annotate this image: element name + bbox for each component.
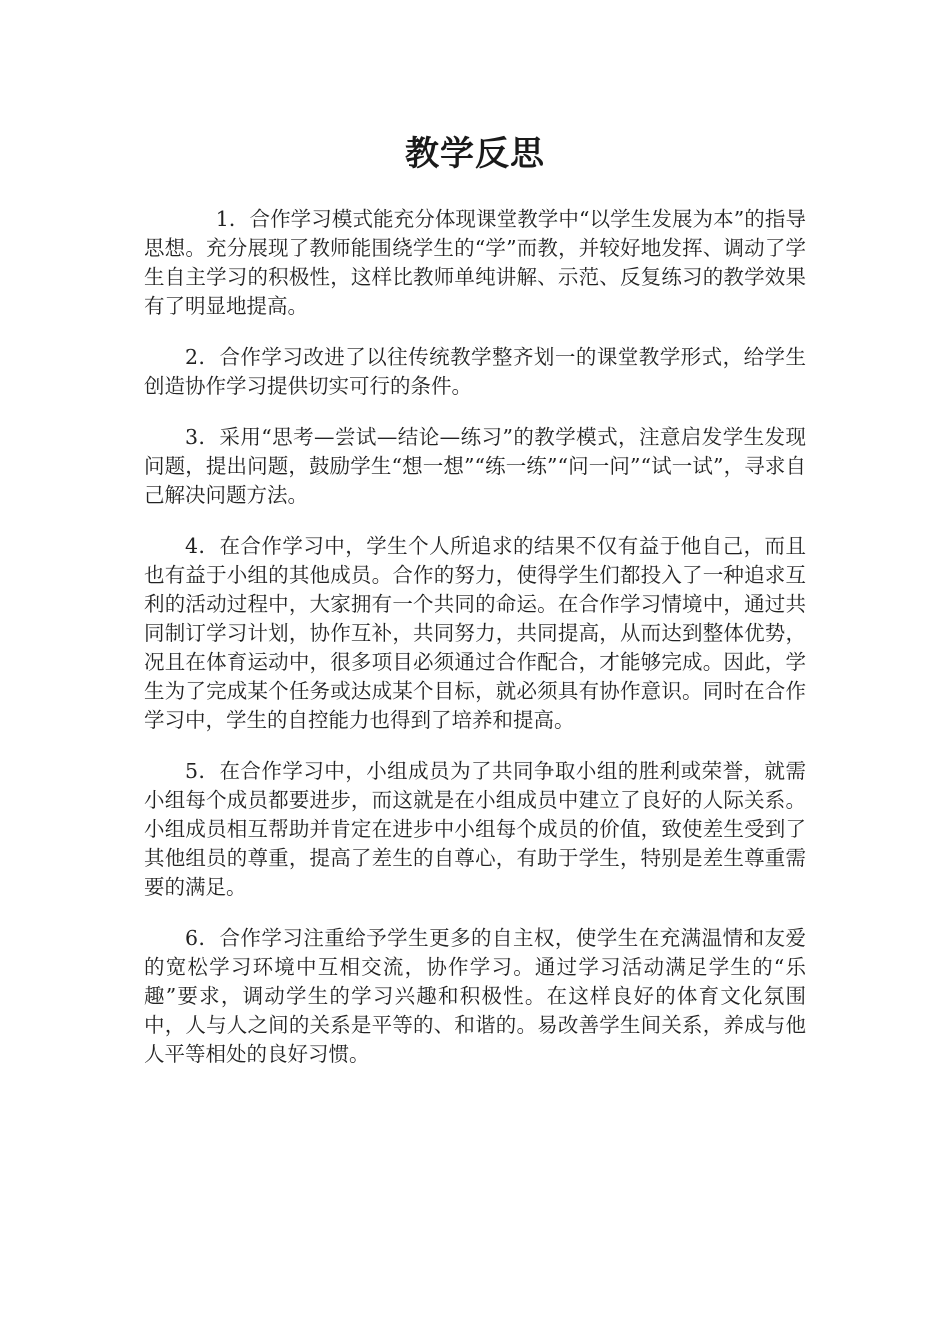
- paragraph-3: 3．采用“思考—尝试—结论—练习”的教学模式，注意启发学生发现问题，提出问题，鼓励学生“想一想”“练一练”“问一问”“试一试”，寻求自己解决问题方法。: [144, 425, 806, 507]
- paragraph-6: 6．合作学习注重给予学生更多的自主权，使学生在充满温情和友爱的宽松学习环境中互相交流，协作学习。通过学习活动满足学生的“乐趣”要求，调动学生的学习兴趣和积极性。在这样良好的体育文化氛围中，人与人之间的关系是平等的、和谐的。易改善学生间关系，养成与他人平等相处的良好习惯。: [144, 926, 806, 1066]
- paragraph-4: 4．在合作学习中，学生个人所追求的结果不仅有益于他自己，而且也有益于小组的其他成员。合作的努力，使得学生们都投入了一种追求互利的活动过程中，大家拥有一个共同的命运。在合作学习情境中，通过共同制订学习计划，协作互补，共同努力，共同提高，从而达到整体优势，况且在体育运动中，很多项目必须通过合作配合，才能够完成。因此，学生为了完成某个任务或达成某个目标，就必须具有协作意识。同时在合作学习中，学生的自控能力也得到了培养和提高。: [144, 534, 806, 732]
- paragraph-1: 1．合作学习模式能充分体现课堂教学中“以学生发展为本”的指导思想。充分展现了教师能围绕学生的“学”而教，并较好地发挥、调动了学生自主学习的积极性，这样比教师单纯讲解、示范、反复练习的教学效果有了明显地提高。: [144, 207, 806, 318]
- page-title: 教学反思: [405, 134, 545, 174]
- paragraph-5: 5．在合作学习中，小组成员为了共同争取小组的胜利或荣誉，就需小组每个成员都要进步，而这就是在小组成员中建立了良好的人际关系。小组成员相互帮助并肯定在进步中小组每个成员的价值，致使差生受到了其他组员的尊重，提高了差生的自尊心，有助于学生，特别是差生尊重需要的满足。: [144, 759, 806, 899]
- document-body: [144, 205, 806, 1091]
- paragraph-2: 2．合作学习改进了以往传统教学整齐划一的课堂教学形式，给学生创造协作学习提供切实可行的条件。: [144, 345, 806, 398]
